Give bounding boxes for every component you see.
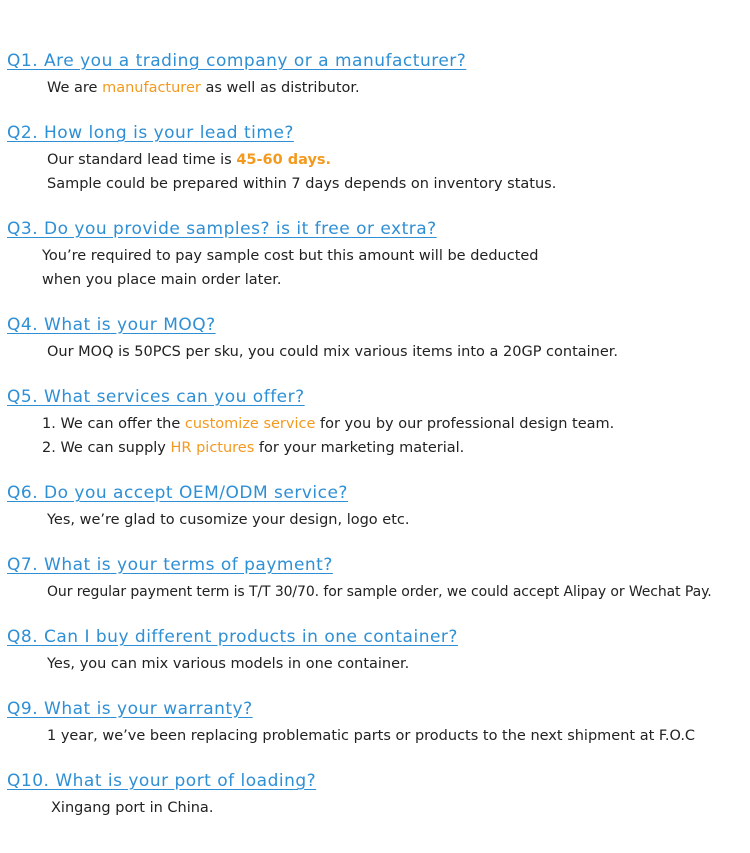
faq-answer-5-line-1: 1. We can offer the customize service for you by our professional design team. xyxy=(42,416,615,432)
faq-answer-3-line-1: You’re required to pay sample cost but this amount will be deducted xyxy=(42,248,539,264)
faq-answer-2-line-1: Our standard lead time is 45-60 days. xyxy=(47,152,332,168)
faq-question-10: Q10. What is your port of loading? xyxy=(7,771,317,791)
faq-question-1: Q1. Are you a trading company or a manufacturer? xyxy=(7,51,467,71)
faq-answer-4-line-1: Our MOQ is 50PCS per sku, you could mix various items into a 20GP container. xyxy=(47,344,619,360)
faq-question-9: Q9. What is your warranty? xyxy=(7,699,253,719)
faq-answer-10-line-1: Xingang port in China. xyxy=(51,800,214,816)
highlight-text: manufacturer xyxy=(102,80,201,96)
highlight-text: HR pictures xyxy=(170,440,255,456)
faq-answer-7-line-1: Our regular payment term is T/T 30/70. for sample order, we could accept Alipay or Wechat Pay. xyxy=(47,584,712,600)
faq-question-2: Q2. How long is your lead time? xyxy=(7,123,294,143)
faq-answer-9-line-1: 1 year, we’ve been replacing problematic parts or products to the next shipment at F.O.C xyxy=(47,728,696,744)
faq-question-8: Q8. Can I buy different products in one container? xyxy=(7,627,458,647)
faq-answer-3-line-2: when you place main order later. xyxy=(42,272,282,288)
faq-answer-1-line-1: We are manufacturer as well as distributor. xyxy=(47,80,360,96)
faq-answer-5-line-2: 2. We can supply HR pictures for your marketing material. xyxy=(42,440,465,456)
faq-answer-8-line-1: Yes, you can mix various models in one container. xyxy=(47,656,410,672)
highlight-text: customize service xyxy=(184,416,316,432)
faq-question-4: Q4. What is your MOQ? xyxy=(7,315,216,335)
highlight-text: 45-60 days. xyxy=(236,152,332,168)
faq-question-3: Q3. Do you provide samples? is it free or extra? xyxy=(7,219,437,239)
faq-answer-2-line-2: Sample could be prepared within 7 days depends on inventory status. xyxy=(47,176,557,192)
faq-question-6: Q6. Do you accept OEM/ODM service? xyxy=(7,483,348,503)
faq-question-5: Q5. What services can you offer? xyxy=(7,387,305,407)
faq-question-7: Q7. What is your terms of payment? xyxy=(7,555,333,575)
faq-answer-6-line-1: Yes, we’re glad to cusomize your design, logo etc. xyxy=(47,512,410,528)
